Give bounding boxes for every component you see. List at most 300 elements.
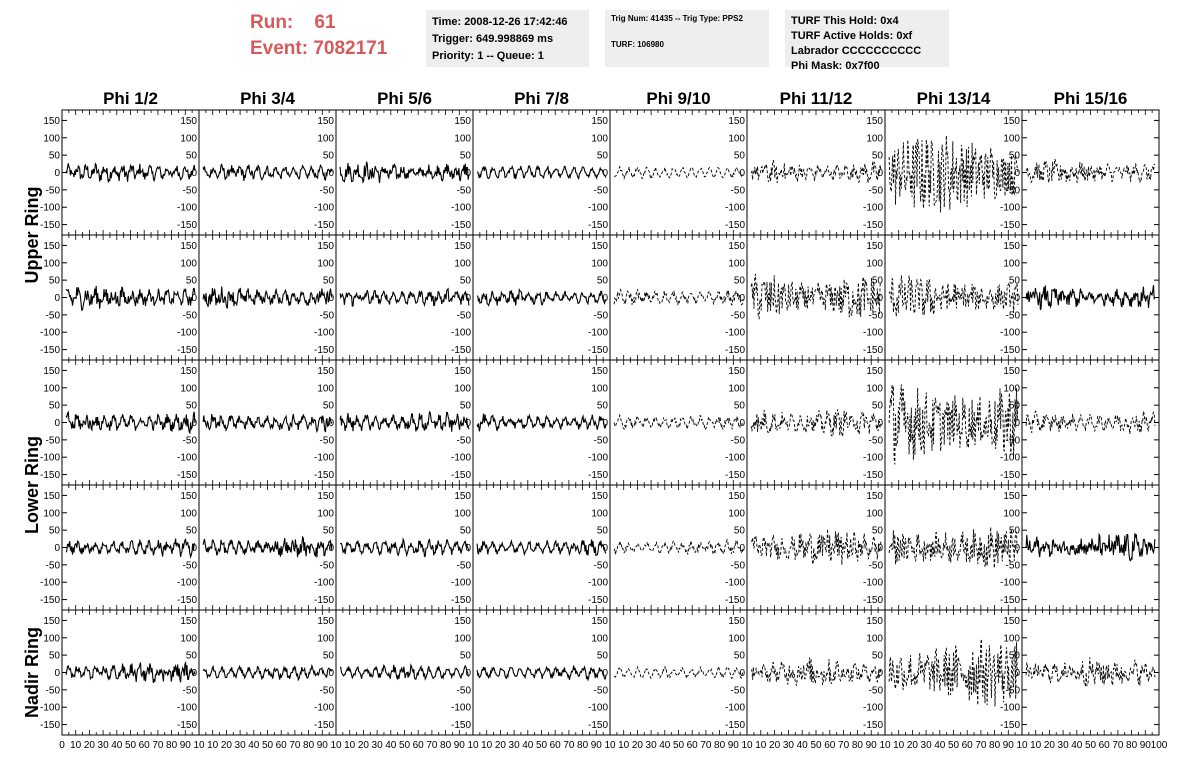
y-tick-label: -100 xyxy=(450,202,471,214)
y-tick-label: 50 xyxy=(322,275,334,287)
y-tick-label: -50 xyxy=(730,435,745,447)
y-tick-label: 50 xyxy=(1008,275,1020,287)
y-tick-label: -100 xyxy=(587,452,608,464)
y-tick-label: 0 xyxy=(465,543,471,554)
x-tick-label: 30 xyxy=(508,740,520,751)
waveform-trace xyxy=(340,665,469,679)
x-tick-label: 50 xyxy=(124,740,137,751)
waveform-trace xyxy=(889,384,1018,464)
priority-text: Priority: 1 -- Queue: 1 xyxy=(432,50,544,62)
y-tick-label: -50 xyxy=(1005,185,1020,197)
x-tick-label: 70 xyxy=(289,740,301,751)
waveform-trace xyxy=(614,540,743,555)
y-tick-label: 0 xyxy=(739,418,745,429)
y-tick-label: -100 xyxy=(313,702,334,714)
y-tick-label: 50 xyxy=(185,650,197,662)
y-tick-label: 0 xyxy=(54,668,60,679)
x-tick-label: 80 xyxy=(989,740,1001,751)
y-tick-label: 0 xyxy=(328,168,334,179)
x-tick-label: 50 xyxy=(672,740,685,751)
x-tick-label: 20 xyxy=(220,740,232,751)
y-tick-label: 150 xyxy=(728,365,745,377)
y-tick-label: -100 xyxy=(862,202,883,214)
y-tick-label: -50 xyxy=(868,685,883,697)
y-tick-label: -50 xyxy=(45,435,60,447)
y-tick-label: 100 xyxy=(866,508,883,520)
y-tick-label: -50 xyxy=(45,560,60,572)
x-tick-label: 10 xyxy=(1016,740,1028,751)
waveform-trace xyxy=(751,658,881,686)
y-tick-label: -50 xyxy=(182,560,197,572)
y-tick-label: -150 xyxy=(450,345,471,357)
y-tick-label: 100 xyxy=(591,633,608,645)
x-tick-label: 30 xyxy=(234,740,246,751)
y-tick-label: 50 xyxy=(596,650,608,662)
y-tick-label: -100 xyxy=(39,202,60,214)
x-tick-label: 20 xyxy=(1043,740,1055,751)
x-tick-label: 70 xyxy=(563,740,575,751)
waveform-trace xyxy=(751,161,881,184)
y-tick-label: -100 xyxy=(313,452,334,464)
y-tick-label: -150 xyxy=(999,220,1020,232)
y-tick-label: -50 xyxy=(1005,685,1020,697)
y-tick-label: 0 xyxy=(191,168,197,179)
y-tick-label: 150 xyxy=(866,240,883,252)
waveform-trace xyxy=(889,639,1018,707)
waveform-trace xyxy=(203,666,332,680)
x-tick-label: 100 xyxy=(1150,740,1168,751)
y-tick-label: -100 xyxy=(724,577,745,589)
y-tick-label: 0 xyxy=(739,543,745,554)
y-tick-label: -50 xyxy=(593,560,608,572)
y-tick-label: 100 xyxy=(866,258,883,270)
y-tick-label: 150 xyxy=(180,490,197,502)
y-tick-label: -100 xyxy=(39,327,60,339)
waveform-trace xyxy=(66,539,195,557)
y-tick-label: 150 xyxy=(180,240,197,252)
y-tick-label: 150 xyxy=(1003,365,1020,377)
plot-panel xyxy=(747,235,885,360)
y-tick-label: 0 xyxy=(191,668,197,679)
y-tick-label: -100 xyxy=(176,327,197,339)
y-tick-label: 100 xyxy=(317,133,334,145)
x-tick-label: 10 xyxy=(893,740,905,751)
y-tick-label: -50 xyxy=(593,310,608,322)
y-tick-label: 150 xyxy=(43,615,60,627)
y-tick-label: 100 xyxy=(1003,633,1020,645)
y-tick-label: 0 xyxy=(1014,293,1020,304)
event-label: Event: xyxy=(250,38,309,59)
x-tick-label: 30 xyxy=(645,740,657,751)
y-tick-label: 0 xyxy=(54,293,60,304)
y-tick-label: 150 xyxy=(454,365,471,377)
y-tick-label: -50 xyxy=(182,185,197,197)
waveform-trace xyxy=(889,275,1018,316)
waveform-trace xyxy=(203,414,332,432)
y-tick-label: -50 xyxy=(319,560,334,572)
x-tick-label: 10 xyxy=(741,740,753,751)
y-tick-label: -50 xyxy=(456,685,471,697)
y-tick-label: -100 xyxy=(450,327,471,339)
column-header: Phi 3/4 xyxy=(240,89,295,108)
y-tick-label: -50 xyxy=(182,310,197,322)
x-tick-label: 60 xyxy=(549,740,561,751)
y-tick-label: 100 xyxy=(591,383,608,395)
x-tick-label: 20 xyxy=(631,740,643,751)
waveform-trace xyxy=(751,409,881,436)
y-tick-label: -150 xyxy=(724,595,745,607)
y-tick-label: -150 xyxy=(587,345,608,357)
y-tick-label: 0 xyxy=(739,168,745,179)
column-header: Phi 7/8 xyxy=(514,89,569,108)
x-tick-label: 30 xyxy=(782,740,794,751)
y-tick-label: -150 xyxy=(999,470,1020,482)
y-tick-label: -150 xyxy=(724,470,745,482)
y-tick-label: -150 xyxy=(39,720,60,732)
plot-panel xyxy=(747,485,885,610)
waveform-trace xyxy=(1026,159,1155,183)
y-tick-label: 0 xyxy=(877,543,883,554)
y-tick-label: 0 xyxy=(465,168,471,179)
waveform-trace xyxy=(477,540,606,556)
y-tick-label: -150 xyxy=(450,220,471,232)
y-tick-label: 150 xyxy=(317,490,334,502)
y-tick-label: 150 xyxy=(180,365,197,377)
y-tick-label: -100 xyxy=(862,452,883,464)
y-tick-label: 150 xyxy=(866,115,883,127)
waveform-trace xyxy=(614,415,743,430)
y-tick-label: 150 xyxy=(317,240,334,252)
x-tick-label: 10 xyxy=(467,740,479,751)
y-tick-label: 50 xyxy=(1008,650,1020,662)
x-tick-label: 90 xyxy=(727,740,739,751)
y-tick-label: -50 xyxy=(456,185,471,197)
y-tick-label: 150 xyxy=(728,490,745,502)
y-tick-label: 50 xyxy=(596,150,608,162)
x-tick-label: 30 xyxy=(1057,740,1069,751)
y-tick-label: 150 xyxy=(591,240,608,252)
y-tick-label: -50 xyxy=(45,685,60,697)
y-tick-label: 150 xyxy=(180,615,197,627)
y-tick-label: -150 xyxy=(313,345,334,357)
y-tick-label: -150 xyxy=(862,220,883,232)
y-tick-label: 0 xyxy=(602,668,608,679)
waveform-trace xyxy=(66,286,195,310)
y-tick-label: 50 xyxy=(48,400,60,412)
waveform-trace xyxy=(203,537,332,557)
y-tick-label: -100 xyxy=(313,327,334,339)
y-tick-label: -100 xyxy=(999,702,1020,714)
y-tick-label: 100 xyxy=(317,258,334,270)
y-tick-label: 50 xyxy=(48,525,60,537)
y-tick-label: -50 xyxy=(730,685,745,697)
y-tick-label: -150 xyxy=(39,345,60,357)
y-tick-label: -100 xyxy=(587,327,608,339)
x-tick-label: 70 xyxy=(152,740,164,751)
y-tick-label: -100 xyxy=(999,202,1020,214)
y-tick-label: -150 xyxy=(176,220,197,232)
y-tick-label: 0 xyxy=(739,293,745,304)
y-tick-label: -50 xyxy=(868,185,883,197)
y-tick-label: 0 xyxy=(191,293,197,304)
y-tick-label: -150 xyxy=(176,720,197,732)
y-tick-label: 150 xyxy=(866,490,883,502)
x-tick-label: 40 xyxy=(934,740,946,751)
y-tick-label: 150 xyxy=(866,615,883,627)
y-tick-label: 150 xyxy=(866,365,883,377)
y-tick-label: -50 xyxy=(730,560,745,572)
y-tick-label: -50 xyxy=(593,185,608,197)
x-tick-label: 30 xyxy=(97,740,109,751)
run-number: 61 xyxy=(314,12,336,33)
y-tick-label: -50 xyxy=(319,310,334,322)
y-tick-label: -50 xyxy=(319,685,334,697)
y-tick-label: 150 xyxy=(728,240,745,252)
y-tick-label: 100 xyxy=(454,633,471,645)
y-tick-label: 0 xyxy=(54,168,60,179)
x-tick-label: 10 xyxy=(481,740,493,751)
y-tick-label: -50 xyxy=(868,435,883,447)
y-tick-label: 50 xyxy=(459,525,471,537)
x-tick-label: 80 xyxy=(303,740,315,751)
y-tick-label: -50 xyxy=(593,685,608,697)
waveform-trace xyxy=(751,274,881,319)
y-tick-label: 150 xyxy=(1003,615,1020,627)
x-tick-label: 40 xyxy=(522,740,534,751)
y-tick-label: -50 xyxy=(456,310,471,322)
y-tick-label: -150 xyxy=(313,720,334,732)
y-tick-label: 150 xyxy=(591,365,608,377)
column-header: Phi 9/10 xyxy=(646,89,711,108)
y-tick-label: 150 xyxy=(728,115,745,127)
y-tick-label: 150 xyxy=(317,365,334,377)
y-tick-label: -50 xyxy=(1005,560,1020,572)
y-tick-label: -50 xyxy=(182,685,197,697)
y-tick-label: -50 xyxy=(456,435,471,447)
plot-panel xyxy=(1022,610,1159,735)
x-tick-label: 80 xyxy=(166,740,178,751)
y-tick-label: 0 xyxy=(877,168,883,179)
trig-num-text: Trig Num: 41435 -- Trig Type: PPS2 xyxy=(611,14,743,23)
ring-label: Lower Ring xyxy=(22,436,42,534)
y-tick-label: -100 xyxy=(724,452,745,464)
y-tick-label: 0 xyxy=(54,543,60,554)
x-tick-label: 10 xyxy=(207,740,219,751)
x-tick-label: 50 xyxy=(810,740,822,751)
y-tick-label: 0 xyxy=(328,293,334,304)
y-tick-label: 0 xyxy=(1014,168,1020,179)
x-tick-label: 30 xyxy=(371,740,383,751)
y-tick-label: -150 xyxy=(862,720,883,732)
y-tick-label: -150 xyxy=(999,720,1020,732)
y-tick-label: 100 xyxy=(43,633,60,645)
y-tick-label: -100 xyxy=(862,327,883,339)
y-tick-label: -50 xyxy=(319,185,334,197)
y-tick-label: -50 xyxy=(730,185,745,197)
x-tick-label: 10 xyxy=(879,740,891,751)
y-tick-label: -150 xyxy=(450,720,471,732)
x-tick-label: 70 xyxy=(1112,740,1124,751)
y-tick-label: -100 xyxy=(587,202,608,214)
waveform-trace xyxy=(614,666,743,678)
x-tick-label: 50 xyxy=(398,740,411,751)
y-tick-label: 0 xyxy=(877,293,883,304)
x-tick-label: 20 xyxy=(494,740,506,751)
y-tick-label: -100 xyxy=(450,702,471,714)
y-tick-label: 100 xyxy=(866,633,883,645)
waveform-trace xyxy=(203,164,332,181)
y-tick-label: 50 xyxy=(48,275,60,287)
x-tick-label: 90 xyxy=(316,740,328,751)
y-tick-label: -100 xyxy=(313,577,334,589)
x-tick-label: 20 xyxy=(83,740,95,751)
y-tick-label: 50 xyxy=(1008,525,1020,537)
y-tick-label: 50 xyxy=(459,275,471,287)
column-header: Phi 1/2 xyxy=(103,89,158,108)
waveform-trace xyxy=(66,663,195,683)
plot-panel xyxy=(62,110,199,235)
y-tick-label: -100 xyxy=(862,577,883,589)
x-tick-label: 10 xyxy=(70,740,82,751)
y-tick-label: 150 xyxy=(43,115,60,127)
y-tick-label: 0 xyxy=(328,418,334,429)
y-tick-label: -150 xyxy=(313,595,334,607)
y-tick-label: 100 xyxy=(317,383,334,395)
waveform-trace xyxy=(340,539,469,557)
x-tick-label: 60 xyxy=(824,740,836,751)
y-tick-label: 50 xyxy=(185,150,197,162)
y-tick-label: -150 xyxy=(450,595,471,607)
y-tick-label: -150 xyxy=(587,595,608,607)
x-tick-label: 90 xyxy=(179,740,191,751)
y-tick-label: -150 xyxy=(176,345,197,357)
waveform-trace xyxy=(614,289,743,305)
y-tick-label: -50 xyxy=(319,435,334,447)
y-tick-label: -50 xyxy=(730,310,745,322)
y-tick-label: 100 xyxy=(728,133,745,145)
x-tick-label: 90 xyxy=(865,740,877,751)
x-tick-label: 80 xyxy=(577,740,589,751)
x-tick-label: 40 xyxy=(1071,740,1083,751)
y-tick-label: -150 xyxy=(724,220,745,232)
phi-mask-text: Phi Mask: 0x7f00 xyxy=(791,60,880,72)
plot-panel xyxy=(1022,360,1159,485)
y-tick-label: 0 xyxy=(1014,543,1020,554)
y-tick-label: 0 xyxy=(1014,418,1020,429)
waveform-trace xyxy=(477,414,606,432)
y-tick-label: 0 xyxy=(877,668,883,679)
y-tick-label: 100 xyxy=(866,383,883,395)
y-tick-label: 150 xyxy=(454,240,471,252)
x-tick-label: 60 xyxy=(961,740,973,751)
turf-text: TURF: 106980 xyxy=(611,40,664,49)
y-tick-label: 0 xyxy=(191,543,197,554)
y-tick-label: 100 xyxy=(1003,383,1020,395)
x-tick-label: 50 xyxy=(947,740,960,751)
y-tick-label: 150 xyxy=(317,115,334,127)
y-tick-label: 50 xyxy=(871,525,883,537)
y-tick-label: 100 xyxy=(454,133,471,145)
y-tick-label: -150 xyxy=(862,345,883,357)
y-tick-label: 50 xyxy=(596,400,608,412)
y-tick-label: -100 xyxy=(999,327,1020,339)
y-tick-label: 50 xyxy=(185,400,197,412)
waveform-trace xyxy=(889,136,1018,213)
turf-active-text: TURF Active Holds: 0xf xyxy=(791,30,913,42)
y-tick-label: -100 xyxy=(862,702,883,714)
y-tick-label: 0 xyxy=(739,668,745,679)
y-tick-label: -100 xyxy=(999,452,1020,464)
y-tick-label: 0 xyxy=(54,418,60,429)
x-tick-label: 10 xyxy=(604,740,616,751)
y-tick-label: 0 xyxy=(602,543,608,554)
y-tick-label: 150 xyxy=(728,615,745,627)
y-tick-label: 50 xyxy=(871,150,883,162)
x-tick-label: 70 xyxy=(700,740,712,751)
x-tick-label: 50 xyxy=(1084,740,1097,751)
y-tick-label: 50 xyxy=(871,275,883,287)
x-tick-label: 30 xyxy=(920,740,932,751)
y-tick-label: 100 xyxy=(43,508,60,520)
y-tick-label: -100 xyxy=(587,702,608,714)
y-tick-label: 0 xyxy=(465,293,471,304)
y-tick-label: 100 xyxy=(591,258,608,270)
y-tick-label: 50 xyxy=(459,150,471,162)
y-tick-label: 50 xyxy=(1008,150,1020,162)
column-header: Phi 15/16 xyxy=(1053,89,1128,108)
waveform-trace xyxy=(751,529,881,565)
y-tick-label: -50 xyxy=(182,435,197,447)
y-tick-label: 50 xyxy=(733,150,745,162)
event-number: 7082171 xyxy=(313,38,388,59)
y-tick-label: 50 xyxy=(596,525,608,537)
x-tick-label: 70 xyxy=(975,740,987,751)
y-tick-label: -150 xyxy=(587,220,608,232)
x-tick-label: 20 xyxy=(769,740,781,751)
y-tick-label: 150 xyxy=(454,115,471,127)
y-tick-label: 100 xyxy=(591,133,608,145)
y-tick-label: 100 xyxy=(728,383,745,395)
x-tick-label: 80 xyxy=(714,740,726,751)
y-tick-label: -150 xyxy=(862,595,883,607)
plot-panel xyxy=(610,610,747,735)
y-tick-label: 100 xyxy=(180,383,197,395)
turf-hold-text: TURF This Hold: 0x4 xyxy=(791,15,899,27)
column-header: Phi 5/6 xyxy=(377,89,432,108)
y-tick-label: 100 xyxy=(180,258,197,270)
y-tick-label: -50 xyxy=(593,435,608,447)
y-tick-label: -100 xyxy=(176,452,197,464)
waveform-trace xyxy=(340,289,469,306)
x-tick-label: 20 xyxy=(357,740,369,751)
y-tick-label: 0 xyxy=(328,543,334,554)
y-tick-label: 0 xyxy=(877,418,883,429)
y-tick-label: 50 xyxy=(871,650,883,662)
y-tick-label: 50 xyxy=(48,150,60,162)
y-tick-label: 100 xyxy=(43,258,60,270)
ring-label: Upper Ring xyxy=(22,186,42,284)
y-tick-label: 50 xyxy=(48,650,60,662)
y-tick-label: -150 xyxy=(724,720,745,732)
y-tick-label: 150 xyxy=(454,615,471,627)
y-tick-label: -150 xyxy=(587,470,608,482)
y-tick-label: -100 xyxy=(724,202,745,214)
waveform-trace xyxy=(340,412,469,432)
y-tick-label: -100 xyxy=(450,577,471,589)
x-tick-label: 70 xyxy=(838,740,850,751)
waveform-trace xyxy=(1026,533,1155,560)
plot-panel xyxy=(62,485,199,610)
